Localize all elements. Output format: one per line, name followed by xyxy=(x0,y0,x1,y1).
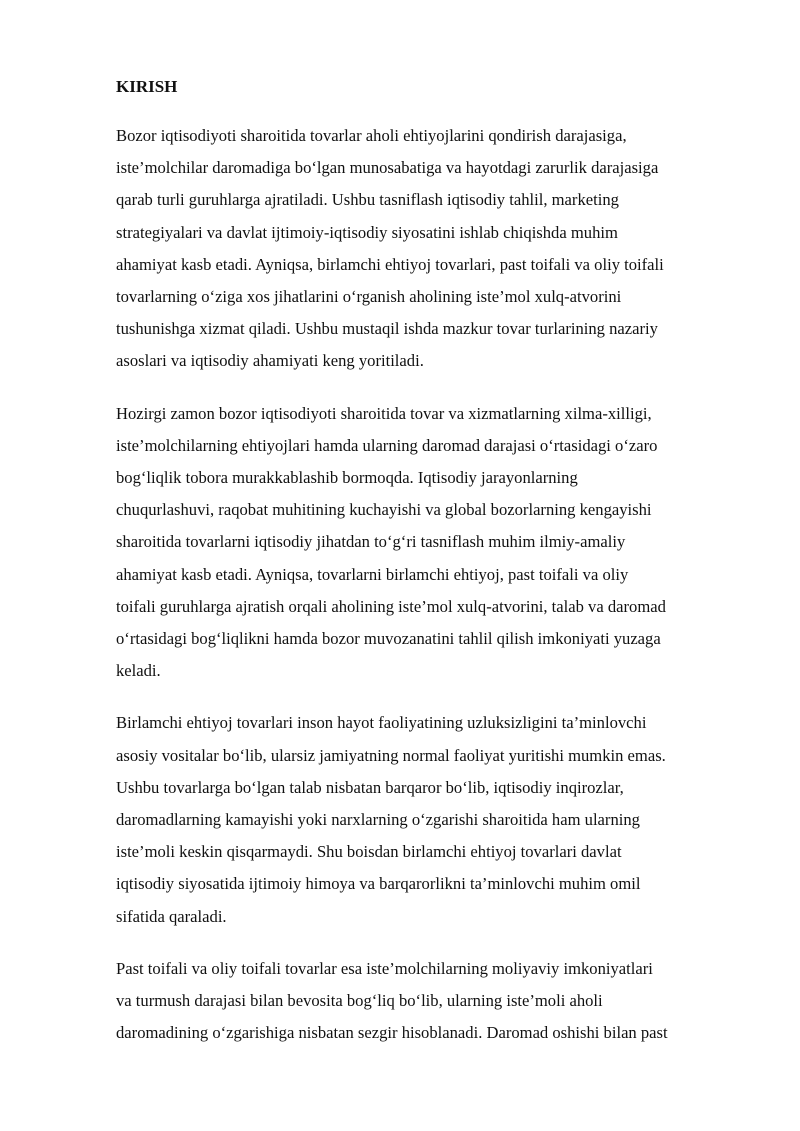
text-line: Birlamchi ehtiyoj tovarlari inson hayot faoliyatining uzluksizligini ta’minlovchi xyxy=(116,713,647,733)
text-line: iqtisodiy siyosatida ijtimoiy himoya va barqarorlikni ta’minlovchi muhim omil xyxy=(116,874,641,894)
text-line: daromadining o‘zgarishiga nisbatan sezgir hisoblanadi. Daromad oshishi bilan past xyxy=(116,1023,668,1043)
paragraph xyxy=(116,953,748,1050)
paragraph xyxy=(116,707,748,932)
text-line: ahamiyat kasb etadi. Ayniqsa, birlamchi ehtiyoj tovarlari, past toifali va oliy toifali xyxy=(116,254,664,274)
text-line: iste’moli keskin qisqarmaydi. Shu boisdan birlamchi ehtiyoj tovarlari davlat xyxy=(116,842,622,862)
text-line: daromadlarning kamayishi yoki narxlarning o‘zgarishi sharoitida ham ularning xyxy=(116,810,640,830)
document-body xyxy=(116,120,748,1049)
text-line: iste’molchilarning ehtiyojlari hamda ularning daromad darajasi o‘rtasidagi o‘zaro xyxy=(116,435,658,455)
paragraph xyxy=(116,120,748,378)
text-line: o‘rtasidagi bog‘liqlikni hamda bozor muvozanatini tahlil qilish imkoniyati yuzaga xyxy=(116,629,661,649)
text-line: tushunishga xizmat qiladi. Ushbu mustaqil ishda mazkur tovar turlarining nazariy xyxy=(116,319,658,339)
section-heading: KIRISH xyxy=(116,77,178,96)
text-line: Ushbu tovarlarga bo‘lgan talab nisbatan barqaror bo‘lib, iqtisodiy inqirozlar, xyxy=(116,777,624,797)
text-line: bog‘liqlik tobora murakkablashib bormoqda. Iqtisodiy jarayonlarning xyxy=(116,468,578,488)
text-line: qarab turli guruhlarga ajratiladi. Ushbu tasniflash iqtisodiy tahlil, marketing xyxy=(116,190,619,210)
text-line: keladi. xyxy=(116,661,161,681)
text-line: Bozor iqtisodiyoti sharoitida tovarlar aholi ehtiyojlarini qondirish darajasiga, xyxy=(116,126,627,145)
text-line: sharoitida tovarlarni iqtisodiy jihatdan to‘g‘ri tasniflash muhim ilmiy-amaliy xyxy=(116,532,626,552)
text-line: iste’molchilar daromadiga bo‘lgan munosabatiga va hayotdagi zarurlik darajasiga xyxy=(116,158,659,178)
text-line: Past toifali va oliy toifali tovarlar esa iste’molchilarning moliyaviy imkoniyatlari xyxy=(116,958,653,978)
text-line: asoslari va iqtisodiy ahamiyati keng yoritiladi. xyxy=(116,351,424,371)
text-line: sifatida qaraladi. xyxy=(116,906,227,926)
text-line: va turmush darajasi bilan bevosita bog‘liq bo‘lib, ularning iste’moli aholi xyxy=(116,991,603,1011)
text-line: asosiy vositalar bo‘lib, ularsiz jamiyatning normal faoliyat yuritishi mumkin emas. xyxy=(116,745,666,765)
text-line: toifali guruhlarga ajratish orqali aholining iste’mol xulq-atvorini, talab va daromad xyxy=(116,596,666,616)
paragraph xyxy=(116,398,748,688)
text-line: strategiyalari va davlat ijtimoiy-iqtisodiy siyosatini ishlab chiqishda muhim xyxy=(116,222,618,242)
text-line: ahamiyat kasb etadi. Ayniqsa, tovarlarni birlamchi ehtiyoj, past toifali va oliy xyxy=(116,564,629,584)
text-line: Hozirgi zamon bozor iqtisodiyoti sharoitida tovar va xizmatlarning xilma-xilligi, xyxy=(116,403,652,423)
text-line: chuqurlashuvi, raqobat muhitining kuchayishi va global bozorlarning kengayishi xyxy=(116,500,652,520)
text-line: tovarlarning o‘ziga xos jihatlarini o‘rganish aholining iste’mol xulq-atvorini xyxy=(116,287,622,307)
